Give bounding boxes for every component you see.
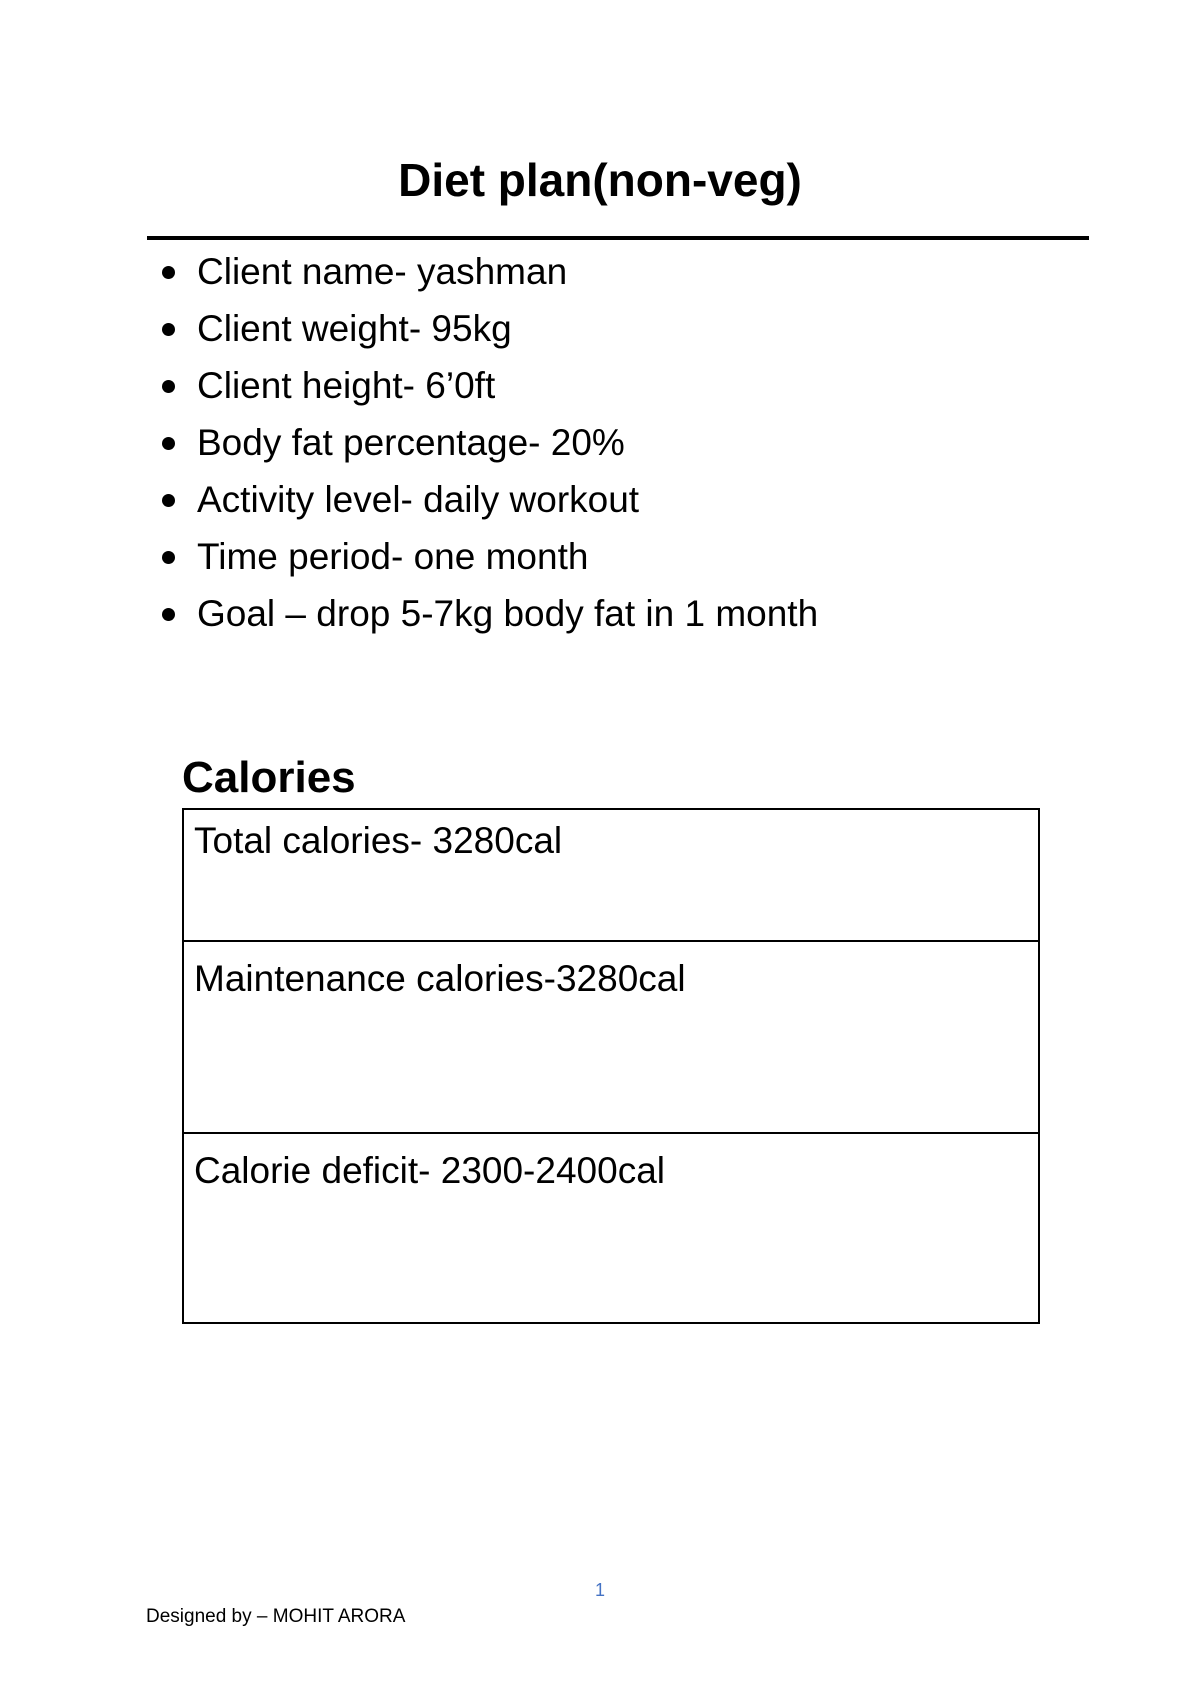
total-calories-cell: Total calories- 3280cal xyxy=(183,809,1039,941)
calorie-deficit-cell: Calorie deficit- 2300-2400cal xyxy=(183,1133,1039,1323)
calories-table xyxy=(182,808,1040,1324)
page-title: Diet plan(non-veg) xyxy=(398,154,802,206)
body-fat-percentage: Body fat percentage- 20% xyxy=(197,422,625,463)
list-item xyxy=(160,243,818,300)
maintenance-calories-cell: Maintenance calories-3280cal xyxy=(183,941,1039,1133)
list-item xyxy=(160,585,818,642)
page-number: 1 xyxy=(594,1580,605,1600)
goal: Goal – drop 5-7kg body fat in 1 month xyxy=(197,593,819,634)
table-row xyxy=(183,1133,1039,1323)
bullet-icon xyxy=(162,437,175,450)
bullet-icon xyxy=(162,551,175,564)
client-details-list xyxy=(160,243,818,642)
bullet-icon xyxy=(162,608,175,621)
table-row xyxy=(183,941,1039,1133)
list-item xyxy=(160,414,818,471)
client-height: Client height- 6’0ft xyxy=(197,365,496,406)
list-item xyxy=(160,528,818,585)
bullet-icon xyxy=(162,323,175,336)
title-divider xyxy=(147,236,1089,240)
activity-level: Activity level- daily workout xyxy=(197,479,640,520)
client-weight: Client weight- 95kg xyxy=(197,308,512,349)
table-row xyxy=(183,809,1039,941)
bullet-icon xyxy=(162,266,175,279)
calories-heading: Calories xyxy=(182,753,356,802)
bullet-icon xyxy=(162,380,175,393)
time-period: Time period- one month xyxy=(197,536,589,577)
footer-credit: Designed by – MOHIT ARORA xyxy=(146,1606,406,1627)
list-item xyxy=(160,357,818,414)
list-item xyxy=(160,300,818,357)
list-item xyxy=(160,471,818,528)
client-name: Client name- yashman xyxy=(197,251,568,292)
bullet-icon xyxy=(162,494,175,507)
